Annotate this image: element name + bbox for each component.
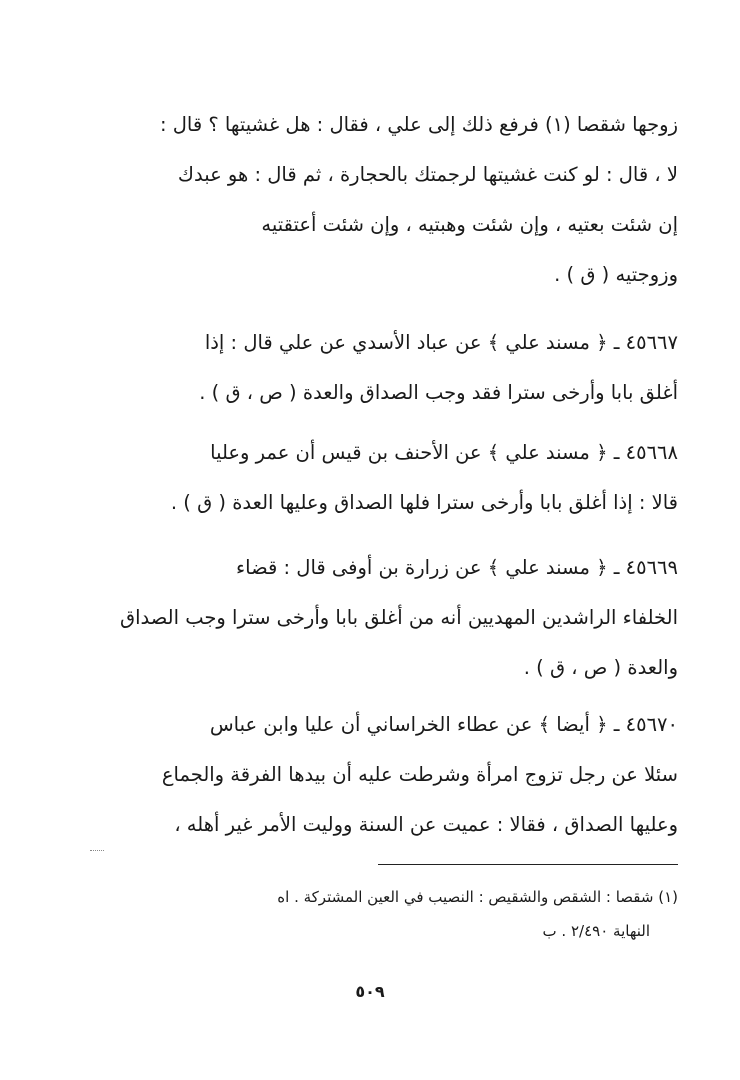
- text-line: ٤٥٦٦٧ ـ ﴿ مسند علي ﴾ عن عباد الأسدي عن علي قال : إذا: [204, 331, 678, 354]
- footnote-divider: [378, 864, 678, 865]
- hadith-entry-45668: [112, 428, 678, 528]
- text-line: إن شئت بعتيه ، وإن شئت وهبتيه ، وإن شئت أعتقتيه: [261, 213, 678, 236]
- text-line: وعليها الصداق ، فقالا : عميت عن السنة ووليت الأمر غير أهله ،: [174, 813, 678, 836]
- hadith-entry-45670: [112, 700, 678, 850]
- text-line: قالا : إذا أغلق بابا وأرخى سترا فلها الصداق وعليها العدة ( ق ) .: [170, 491, 678, 514]
- page-number: ٥٠٩: [355, 982, 385, 1001]
- text-line: لا ، قال : لو كنت غشيتها لرجمتك بالحجارة ، ثم قال : هو عبدك: [177, 163, 678, 186]
- text-line: زوجها شقصا (١) فرفع ذلك إلى علي ، فقال : هل غشيتها ؟ قال :: [159, 113, 678, 136]
- hadith-entry-45667: [112, 318, 678, 418]
- text-line: ٤٥٦٦٩ ـ ﴿ مسند علي ﴾ عن زرارة بن أوفى قال : قضاء: [235, 556, 678, 579]
- footnote-line: النهاية ٢/٤٩٠ . ب: [542, 922, 650, 940]
- text-line: سئلا عن رجل تزوج امرأة وشرطت عليه أن بيدها الفرقة والجماع: [161, 763, 678, 786]
- text-line: وزوجتيه ( ق ) .: [554, 263, 678, 286]
- footnote-line: (١) شقصا : الشقص والشقيص : النصيب في العين المشتركة . اه: [277, 888, 678, 906]
- text-line: الخلفاء الراشدين المهديين أنه من أغلق بابا وأرخى سترا وجب الصداق: [119, 606, 678, 629]
- scan-speck: [90, 850, 104, 851]
- entry-continuation: [112, 100, 678, 300]
- text-line: ٤٥٦٦٨ ـ ﴿ مسند علي ﴾ عن الأحنف بن قيس أن عمر وعليا: [210, 441, 678, 464]
- footnotes: [112, 880, 678, 948]
- text-line: والعدة ( ص ، ق ) .: [523, 656, 678, 679]
- text-line: أغلق بابا وأرخى سترا فقد وجب الصداق والعدة ( ص ، ق ) .: [199, 381, 678, 404]
- hadith-entry-45669: [112, 543, 678, 693]
- text-line: ٤٥٦٧٠ ـ ﴿ أيضا ﴾ عن عطاء الخراساني أن عليا وابن عباس: [209, 713, 678, 736]
